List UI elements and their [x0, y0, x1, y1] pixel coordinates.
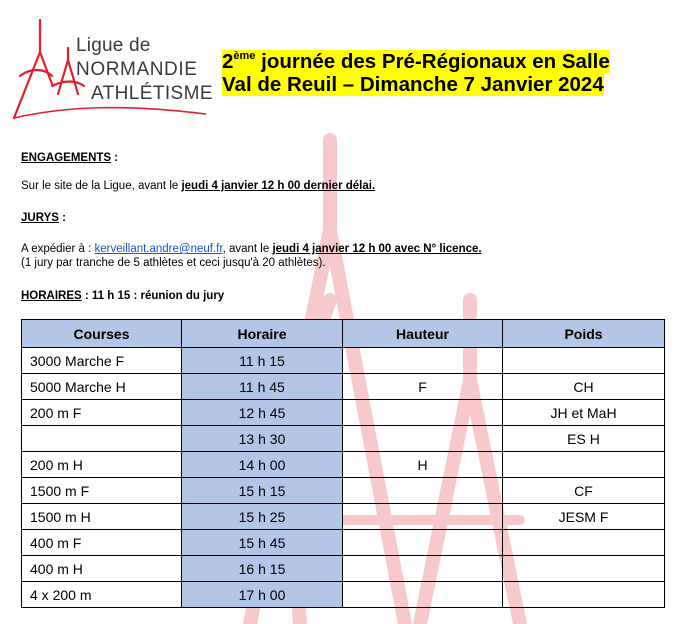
title-line-2	[222, 73, 604, 97]
cell-poids	[503, 530, 665, 556]
cell-course: 400 m F	[22, 530, 182, 556]
cell-poids: CH	[503, 374, 665, 400]
cell-poids: JH et MaH	[503, 400, 665, 426]
cell-time: 15 h 15	[182, 478, 343, 504]
cell-time: 12 h 45	[182, 400, 343, 426]
table-row	[22, 426, 665, 452]
jurys-heading	[21, 212, 66, 225]
cell-course: 1500 m H	[22, 504, 182, 530]
title-line-2-text: Val de Reuil – Dimanche 7 Janvier 2024	[222, 73, 604, 96]
logo-line-1: Ligue de	[76, 35, 151, 56]
engagements-heading	[21, 152, 118, 165]
horaires-heading	[21, 290, 224, 303]
schedule-header-row	[22, 320, 665, 348]
logo-line-2: NORMANDIE	[76, 59, 198, 80]
title-sup-number: 2	[222, 50, 234, 73]
league-logo	[6, 14, 213, 124]
cell-course: 4 x 200 m	[22, 582, 182, 608]
header-hauteur: Hauteur	[343, 320, 503, 348]
header-courses: Courses	[22, 320, 182, 348]
cell-hauteur: H	[343, 452, 503, 478]
table-row	[22, 348, 665, 374]
table-row	[22, 582, 665, 608]
header-horaire: Horaire	[182, 320, 343, 348]
cell-course: 5000 Marche H	[22, 374, 182, 400]
table-row	[22, 530, 665, 556]
header-poids: Poids	[503, 320, 665, 348]
jurys-text	[21, 243, 482, 256]
engagements-colon: :	[111, 152, 119, 164]
table-row	[22, 400, 665, 426]
cell-course: 1500 m F	[22, 478, 182, 504]
cell-hauteur	[343, 530, 503, 556]
cell-hauteur	[343, 582, 503, 608]
engagements-text-before: Sur le site de la Ligue, avant le	[21, 180, 182, 192]
cell-poids	[503, 452, 665, 478]
cell-hauteur: F	[343, 374, 503, 400]
cell-time: 11 h 15	[182, 348, 343, 374]
jurys-text-mid: , avant le	[222, 243, 273, 255]
cell-poids	[503, 556, 665, 582]
cell-time: 13 h 30	[182, 426, 343, 452]
jurys-text-before: A expédier à :	[21, 243, 95, 255]
cell-hauteur	[343, 478, 503, 504]
cell-hauteur	[343, 504, 503, 530]
title-line-1	[222, 44, 610, 74]
horaires-text: : 11 h 15 : réunion du jury	[81, 290, 225, 302]
cell-course: 200 m H	[22, 452, 182, 478]
jurys-note: (1 jury par tranche de 5 athlètes et ceci jusqu'à 20 athlètes).	[21, 257, 326, 269]
title-sup: ème	[233, 50, 256, 62]
jurys-heading-label: JURYS	[21, 212, 59, 224]
engagements-deadline: jeudi 4 janvier 12 h 00 dernier délai.	[181, 180, 376, 192]
jurys-colon: :	[58, 212, 66, 224]
cell-poids: CF	[503, 478, 665, 504]
cell-poids	[503, 582, 665, 608]
cell-time: 15 h 45	[182, 530, 343, 556]
cell-course: 400 m H	[22, 556, 182, 582]
jurys-deadline: jeudi 4 janvier 12 h 00 avec N° licence.	[272, 243, 482, 255]
table-row	[22, 374, 665, 400]
engagements-heading-label: ENGAGEMENTS	[21, 152, 112, 164]
table-row	[22, 504, 665, 530]
title-line-1-text: journée des Pré-Régionaux en Salle	[255, 50, 610, 73]
schedule-table	[21, 319, 665, 608]
logo-line-3: ATHLÉTISME	[91, 83, 213, 104]
table-row	[22, 556, 665, 582]
cell-hauteur	[343, 556, 503, 582]
cell-course	[22, 426, 182, 452]
table-row	[22, 452, 665, 478]
horaires-heading-label: HORAIRES	[21, 290, 82, 302]
cell-poids: JESM F	[503, 504, 665, 530]
cell-time: 14 h 00	[182, 452, 343, 478]
cell-time: 16 h 15	[182, 556, 343, 582]
cell-time: 17 h 00	[182, 582, 343, 608]
table-row	[22, 478, 665, 504]
cell-time: 11 h 45	[182, 374, 343, 400]
cell-hauteur	[343, 400, 503, 426]
engagements-text	[21, 180, 375, 193]
cell-poids: ES H	[503, 426, 665, 452]
jury-email-link[interactable]: kerveillant.andre@neuf.fr	[94, 243, 223, 255]
cell-time: 15 h 25	[182, 504, 343, 530]
cell-poids	[503, 348, 665, 374]
cell-course: 3000 Marche F	[22, 348, 182, 374]
cell-course: 200 m F	[22, 400, 182, 426]
cell-hauteur	[343, 426, 503, 452]
cell-hauteur	[343, 348, 503, 374]
